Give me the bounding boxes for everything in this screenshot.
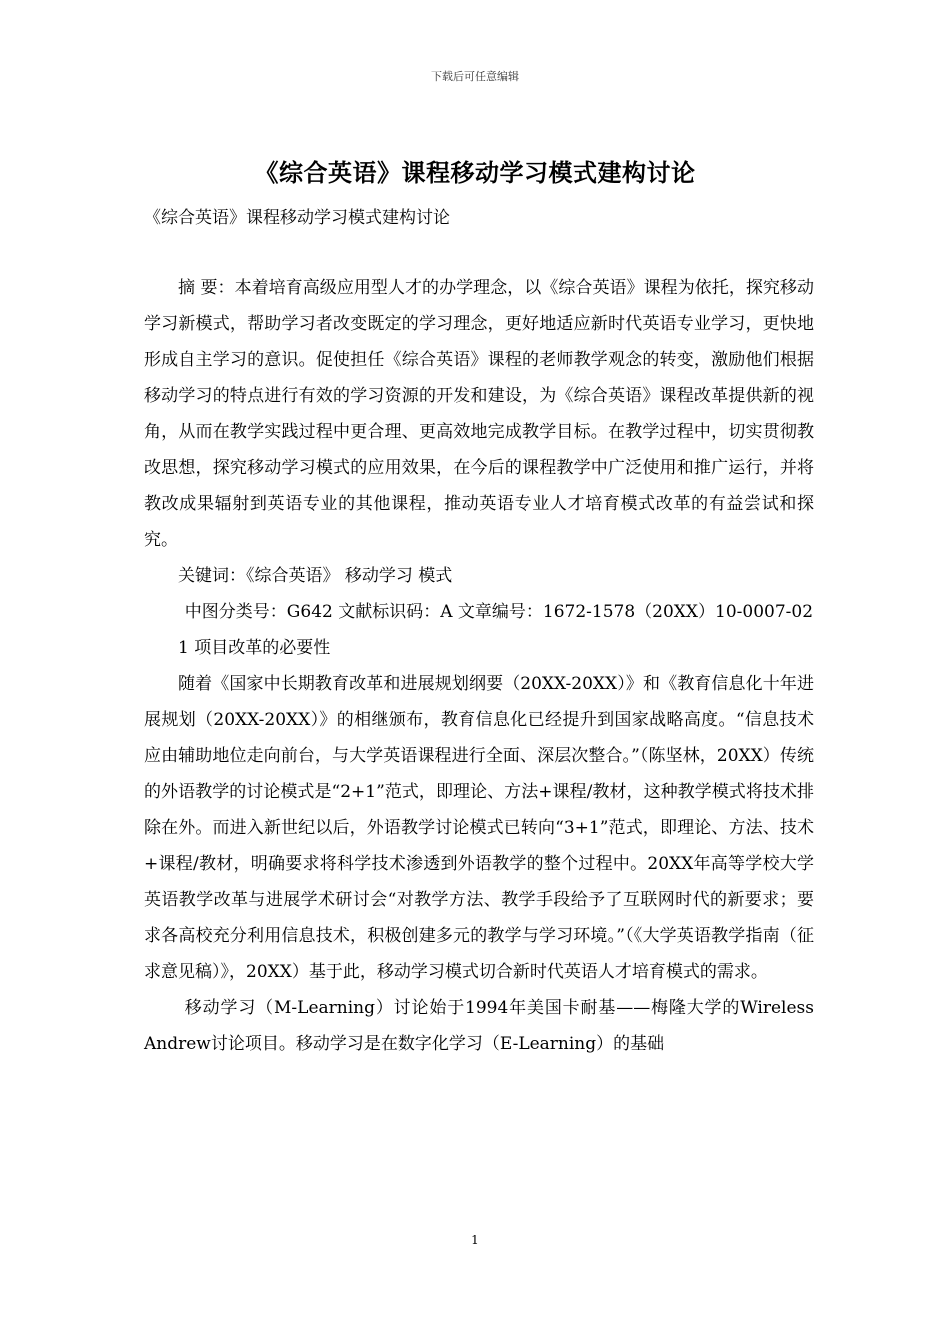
page-title: 《综合英语》课程移动学习模式建构讨论 (254, 158, 696, 187)
abstract-paragraph: 摘 要：本着培育高级应用型人才的办学理念，以《综合英语》课程为依托，探究移动学习新模式，帮助学习者改变既定的学习理念，更好地适应新时代英语专业学习，更快地形成自主学习的意识。促使担任《综合英语》课程的老师教学观念的转变，激励他们根据移动学习的特点进行有效的学习资源的开发和建设，为《综合英语》课程改革提供新的视角，从而在教学实践过程中更合理、更高效地完成教学目标。在教学过程中，切实贯彻教改思想，探究移动学习模式的应用效果，在今后的课程教学中广泛使用和推广运行，并将教改成果辐射到英语专业的其他课程，推动英语专业人才培育模式改革的有益尝试和探究。 (144, 278, 814, 550)
body-paragraph: 随着《国家中长期教育改革和进展规划纲要（20XX-20XX）》和《教育信息化十年进展规划（20XX-20XX）》的相继颁布，教育信息化已经提升到国家战略高度。“信息技术应由辅助地位走向前台，与大学英语课程进行全面、深层次整合。”（陈坚林，20XX）传统的外语教学的讨论模式是“2+1”范式，即理论、方法+课程/教材，这种教学模式将技术排除在外。而进入新世纪以后，外语教学讨论模式已转向“3+1”范式，即理论、方法、技术+课程/教材，明确要求将科学技术渗透到外语教学的整个过程中。20XX年高等学校大学英语教学改革与进展学术研讨会“对教学方法、教学手段给予了互联网时代的新要求；要求各高校充分利用信息技术，积极创建多元的教学与学习环境。”（《大学英语教学指南（征求意见稿）》，20XX）基于此，移动学习模式切合新时代英语人才培育模式的需求。 (144, 674, 814, 982)
document-body (144, 270, 814, 1062)
classification-line: 中图分类号：G642 文献标识码：A 文章编号：1672-1578（20XX）10-0007-02 (184, 602, 814, 622)
body-paragraph: 移动学习（M-Learning）讨论始于1994年美国卡耐基——梅隆大学的Wireless Andrew讨论项目。移动学习是在数字化学习（E-Learning）的基础 (144, 998, 814, 1054)
keywords-line: 关键词：《综合英语》 移动学习 模式 (178, 566, 453, 586)
page-subtitle: 《综合英语》课程移动学习模式建构讨论 (144, 208, 450, 228)
page-header: 下载后可任意编辑 (431, 70, 519, 83)
page-number: 1 (471, 1233, 479, 1247)
section-heading: 1 项目改革的必要性 (178, 638, 331, 658)
